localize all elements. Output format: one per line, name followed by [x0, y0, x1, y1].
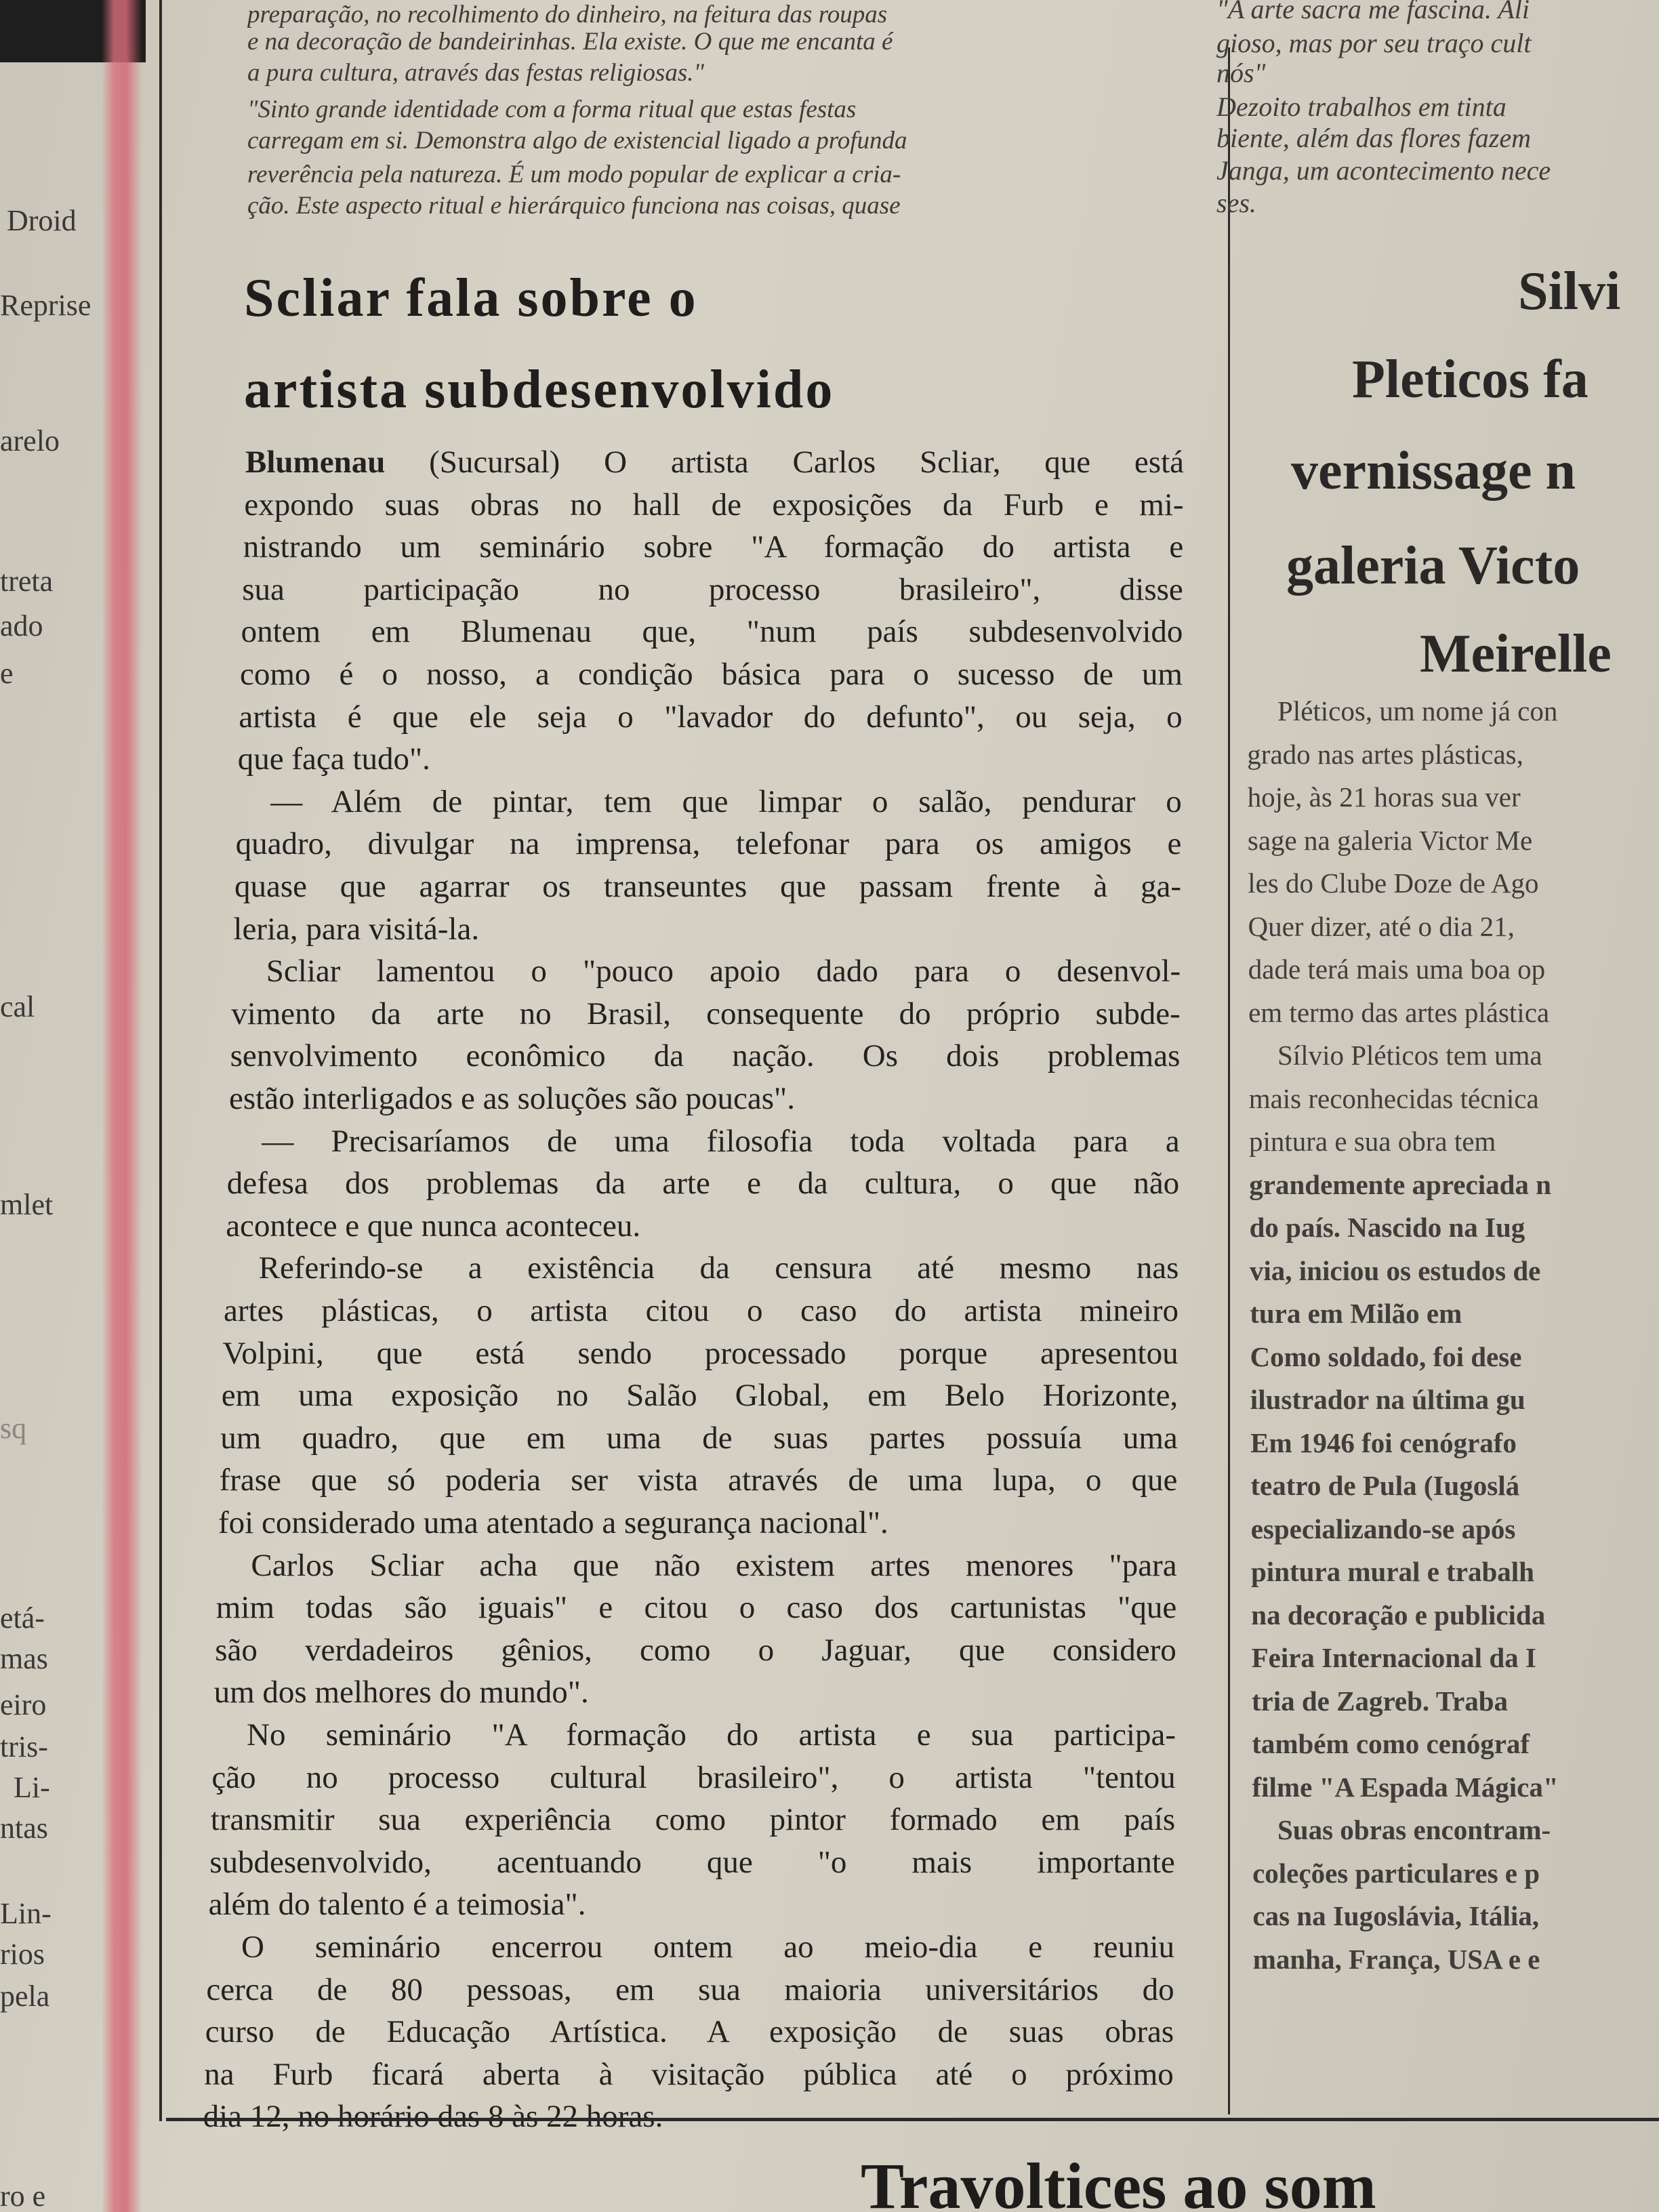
article-line: No seminário "A formação do artista e sua participa-: [247, 1717, 1176, 1753]
left-fragment: ntas: [0, 1811, 48, 1845]
right-column-line: Feira Internacional da I: [1251, 1642, 1536, 1673]
article-line: cerca de 80 pessoas, em sua maioria universitários do: [206, 1971, 1174, 2007]
left-fragment: etá-: [0, 1601, 45, 1635]
fragment-line: reverência pela natureza. É um modo popular de explicar a cria-: [247, 161, 901, 188]
article-line: O seminário encerrou ontem ao meio-dia e reuniu: [241, 1929, 1174, 1965]
right-column-line: grado nas artes plásticas,: [1247, 738, 1523, 770]
fragment-line: "Sinto grande identidade com a forma ritual que estas festas: [247, 96, 857, 123]
article-line: mim todas são iguais" e citou o caso dos cartunistas "que: [216, 1590, 1177, 1626]
fragment-line: carregam em si. Demonstra algo de existencial ligado a profunda: [247, 127, 907, 155]
right-column-line: sage na galeria Victor Me: [1247, 824, 1533, 856]
right-column-line: Pléticos, um nome já con: [1277, 695, 1558, 726]
article-line: artista é que ele seja o "lavador do defunto", ou seja, o: [239, 699, 1183, 735]
article-line: — Precisaríamos de uma filosofia toda voltada para a: [262, 1123, 1180, 1159]
right-column-line: filme "A Espada Mágica": [1252, 1771, 1559, 1803]
fragment-line: ção. Este aspecto ritual e hierárquico funciona nas coisas, quase: [247, 192, 901, 220]
article-line: um dos melhores do mundo".: [213, 1675, 589, 1711]
right-headline-line: Meirelle: [1420, 624, 1612, 684]
right-column-line: tria de Zagreb. Traba: [1251, 1685, 1508, 1717]
right-column-line: Quer dizer, até o dia 21,: [1248, 910, 1515, 942]
left-fragment: Lin-: [0, 1897, 52, 1930]
right-headline-line: galeria Victo: [1286, 536, 1580, 596]
article-line: artes plásticas, o artista citou o caso do artista mineiro: [224, 1293, 1179, 1328]
right-fragment-line: nós": [1216, 58, 1266, 88]
right-headline-line: vernissage n: [1291, 441, 1576, 501]
left-fragment: mlet: [0, 1188, 54, 1221]
article-line: Carlos Scliar acha que não existem artes menores "para: [251, 1547, 1177, 1583]
right-fragment-line: gioso, mas por seu traço cult: [1216, 28, 1532, 58]
article-line: quadro, divulgar na imprensa, telefonar para os amigos e: [235, 826, 1182, 862]
right-column-line: em termo das artes plástica: [1248, 996, 1550, 1028]
right-column-line: via, iniciou os estudos de: [1249, 1254, 1541, 1286]
article-line: Blumenau (Sucursal) O artista Carlos Scliar, que está: [245, 445, 1184, 480]
article-line: dia 12, no horário das 8 às 22 horas.: [203, 2099, 663, 2135]
article-line: quase que agarrar os transeuntes que passam frente à ga-: [234, 869, 1181, 904]
right-column-line: tura em Milão em: [1250, 1298, 1462, 1329]
right-headline-line: Silvi: [1518, 262, 1621, 321]
right-column-line: les do Clube Doze de Ago: [1248, 867, 1539, 899]
right-column-line: também como cenógraf: [1252, 1728, 1530, 1759]
right-column-line: coleções particulares e p: [1252, 1857, 1540, 1889]
left-fragment: pela: [0, 1980, 50, 2013]
article-line: acontece e que nunca aconteceu.: [226, 1208, 641, 1244]
right-fragment-line: Janga, um acontecimento nece: [1216, 155, 1551, 186]
article-line: Volpini, que está sendo processado porque apresentou: [222, 1335, 1179, 1371]
article-line: como é o nosso, a condição básica para o sucesso de um: [240, 657, 1183, 692]
left-fragment: rios: [0, 1938, 45, 1971]
article-line: curso de Educação Artística. A exposição de suas obras: [205, 2014, 1174, 2050]
bottom-left-fragment: ro e: [0, 2179, 46, 2212]
bottom-horizontal-rule: [166, 2118, 1659, 2121]
right-column-line: teatro de Pula (Iugoslá: [1250, 1470, 1520, 1501]
article-line: vimento da arte no Brasil, consequente do próprio subde-: [231, 996, 1181, 1031]
left-fragment: ado: [0, 609, 43, 642]
right-column-line: ilustrador na última gu: [1250, 1384, 1525, 1415]
right-column-line: hoje, às 21 horas sua ver: [1247, 781, 1521, 813]
right-column-line: mais reconhecidas técnica: [1248, 1082, 1539, 1114]
article-headline-line2: artista subdesenvolvido: [244, 360, 835, 419]
right-headline-line: Pleticos fa: [1352, 350, 1589, 409]
right-column-line: Suas obras encontram-: [1277, 1814, 1551, 1845]
article-line: leria, para visitá-la.: [233, 911, 480, 947]
right-column-line: dade terá mais uma boa op: [1248, 954, 1546, 985]
right-column-line: do país. Nascido na Iug: [1249, 1212, 1525, 1243]
left-fragment: cal: [0, 990, 35, 1023]
article-line: defesa dos problemas da arte e da cultura, o que não: [226, 1166, 1180, 1202]
left-fragment: tris-: [0, 1730, 48, 1763]
left-fragment: Reprise: [0, 289, 91, 322]
right-column-line: grandemente apreciada n: [1249, 1168, 1551, 1200]
article-line: são verdadeiros gênios, como o Jaguar, que considero: [215, 1632, 1176, 1668]
article-line: nistrando um seminário sobre "A formação do artista e: [243, 529, 1184, 565]
article-line: ontem em Blumenau que, "num país subdesenvolvido: [241, 614, 1183, 650]
left-fragment: Droid: [7, 204, 77, 237]
article-line: além do talento é a teimosia".: [208, 1887, 586, 1923]
article-line: Scliar lamentou o "pouco apoio dado para o desenvol-: [266, 954, 1181, 989]
right-fragment-line: Dezoito trabalhos em tinta: [1216, 91, 1507, 122]
right-column-line: Sílvio Pléticos tem uma: [1277, 1040, 1542, 1071]
fragment-line: preparação, no recolhimento do dinheiro, na feitura das roupas: [247, 1, 888, 28]
right-fragment-line: ses.: [1216, 188, 1256, 218]
right-fragment-line: biente, além das flores fazem: [1216, 123, 1532, 153]
right-column-rule: [1228, 47, 1230, 2114]
article-line: que faça tudo".: [237, 741, 430, 777]
right-column-line: cas na Iugoslávia, Itália,: [1252, 1900, 1539, 1931]
left-fragment: mas: [0, 1642, 48, 1675]
left-fragment: eiro: [0, 1688, 47, 1721]
right-column-line: manha, França, USA e e: [1252, 1943, 1540, 1975]
left-fragment: sq: [0, 1412, 27, 1445]
article-line: Referindo-se a existência da censura até mesmo nas: [258, 1250, 1179, 1286]
article-line: foi considerado uma atentado a segurança nacional".: [218, 1505, 888, 1540]
pink-marker-stripe: [102, 0, 142, 2212]
article-line: frase que só poderia ser vista através de uma lupa, o que: [219, 1462, 1178, 1498]
left-fragment: e: [0, 657, 14, 690]
article-line: na Furb ficará aberta à visitação pública até o próximo: [204, 2056, 1174, 2092]
article-line: transmitir sua experiência como pintor formado em país: [210, 1802, 1176, 1838]
article-line: senvolvimento econômico da nação. Os dois problemas: [230, 1038, 1181, 1074]
left-fragment: treta: [0, 565, 54, 598]
right-column-line: pintura e sua obra tem: [1249, 1126, 1496, 1157]
right-column-line: na decoração e publicida: [1251, 1599, 1546, 1631]
right-column-line: especializando-se após: [1250, 1513, 1516, 1544]
article-line: subdesenvolvido, acentuando que "o mais importante: [209, 1844, 1175, 1880]
left-fragment: Li-: [14, 1771, 50, 1804]
right-column-line: Como soldado, foi dese: [1250, 1340, 1522, 1372]
right-column-line: pintura mural e trabalh: [1251, 1556, 1534, 1587]
fragment-line: e na decoração de bandeirinhas. Ela existe. O que me encanta é: [247, 28, 893, 56]
left-fragment: arelo: [0, 424, 60, 457]
article-line: expondo suas obras no hall de exposições da Furb e mi-: [244, 487, 1184, 523]
fragment-line: a pura cultura, através das festas religiosas.": [247, 59, 705, 87]
article-line: ção no processo cultural brasileiro", o artista "tentou: [211, 1759, 1176, 1795]
left-column-rule: [159, 0, 162, 2121]
article-line: um quadro, que em uma de suas partes possuía uma: [220, 1420, 1178, 1456]
bottom-headline: Travoltices ao som: [861, 2150, 1376, 2212]
article-line: — Além de pintar, tem que limpar o salão, pendurar o: [270, 783, 1182, 819]
article-headline-line1: Scliar fala sobre o: [244, 268, 698, 328]
right-fragment-line: "A arte sacra me fascina. Ali: [1216, 0, 1530, 24]
right-column-line: Em 1946 foi cenógrafo: [1250, 1427, 1517, 1458]
article-line: estão interligados e as soluções são poucas".: [229, 1081, 795, 1116]
article-line: sua participação no processo brasileiro", disse: [242, 571, 1183, 607]
article-line: em uma exposição no Salão Global, em Belo Horizonte,: [221, 1378, 1179, 1414]
